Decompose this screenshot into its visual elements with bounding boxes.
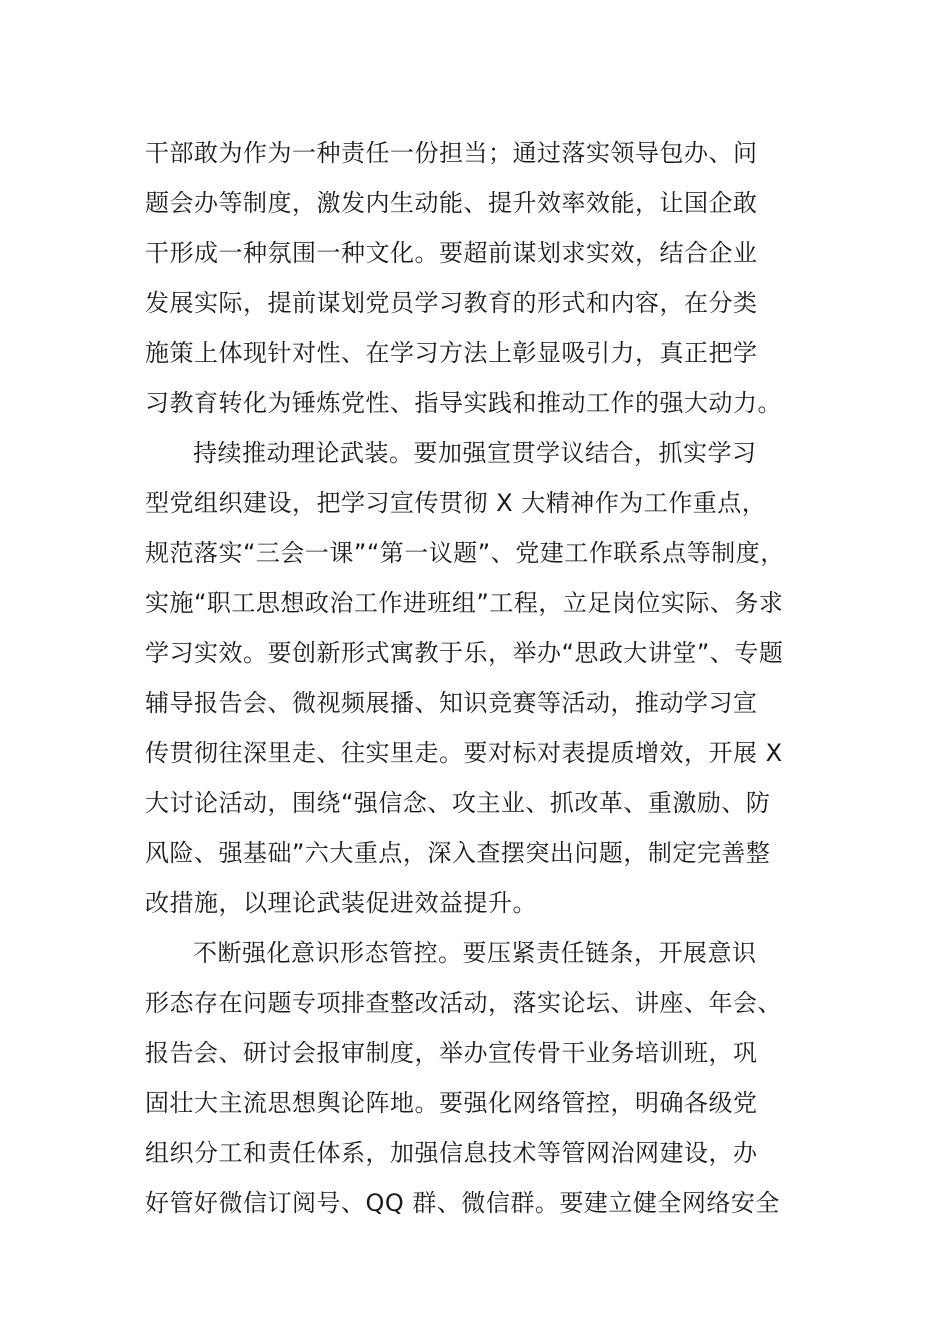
text-line: 干部敢为作为一种责任一份担当；通过落实领导包办、问 (145, 139, 758, 167)
text-line: 干形成一种氛围一种文化。要超前谋划求实效，结合企业 (145, 239, 758, 267)
text-line: 型党组织建设，把学习宣传贯彻 X 大精神作为工作重点， (145, 489, 767, 517)
paragraph-ideology-control (145, 928, 805, 1228)
text-line: 习教育转化为锤炼党性、指导实践和推动工作的强大动力。 (145, 389, 782, 417)
paragraph-theory-armament (145, 428, 805, 928)
document-page (145, 128, 805, 1228)
text-line: 大讨论活动，围绕“强信念、攻主业、抓改革、重激励、防 (145, 789, 771, 817)
text-line: 辅导报告会、微视频展播、知识竞赛等活动，推动学习宣 (145, 689, 758, 717)
text-line: 好管好微信订阅号、QQ 群、微信群。要建立健全网络安全 (145, 1189, 780, 1217)
text-line: 施策上体现针对性、在学习方法上彰显吸引力，真正把学 (145, 339, 758, 367)
text-line: 形态存在问题专项排查整改活动，落实论坛、讲座、年会、 (145, 989, 782, 1017)
text-line: 组织分工和责任体系，加强信息技术等管网治网建设，办 (145, 1139, 758, 1167)
text-line: 题会办等制度，激发内生动能、提升效率效能，让国企敢 (145, 189, 758, 217)
paragraph-continuation (145, 128, 805, 428)
text-line: 学习实效。要创新形式寓教于乐，举办“思政大讲堂”、专题 (145, 639, 784, 667)
text-line: 发展实际，提前谋划党员学习教育的形式和内容，在分类 (145, 289, 758, 317)
text-line: 不断强化意识形态管控。要压紧责任链条，开展意识 (193, 939, 757, 967)
text-line: 规范落实“三会一课”“第一议题”、党建工作联系点等制度， (145, 539, 785, 567)
text-line: 报告会、研讨会报审制度，举办宣传骨干业务培训班，巩 (145, 1039, 758, 1067)
text-line: 传贯彻往深里走、往实里走。要对标对表提质增效，开展 X (145, 739, 783, 767)
text-line: 持续推动理论武装。要加强宣贯学议结合，抓实学习 (193, 439, 757, 467)
text-line: 风险、强基础”六大重点，深入查摆突出问题，制定完善整 (145, 839, 771, 867)
text-line: 固壮大主流思想舆论阵地。要强化网络管控，明确各级党 (145, 1089, 758, 1117)
text-line: 改措施，以理论武装促进效益提升。 (145, 889, 537, 917)
text-line: 实施“职工思想政治工作进班组”工程，立足岗位实际、务求 (145, 589, 784, 617)
